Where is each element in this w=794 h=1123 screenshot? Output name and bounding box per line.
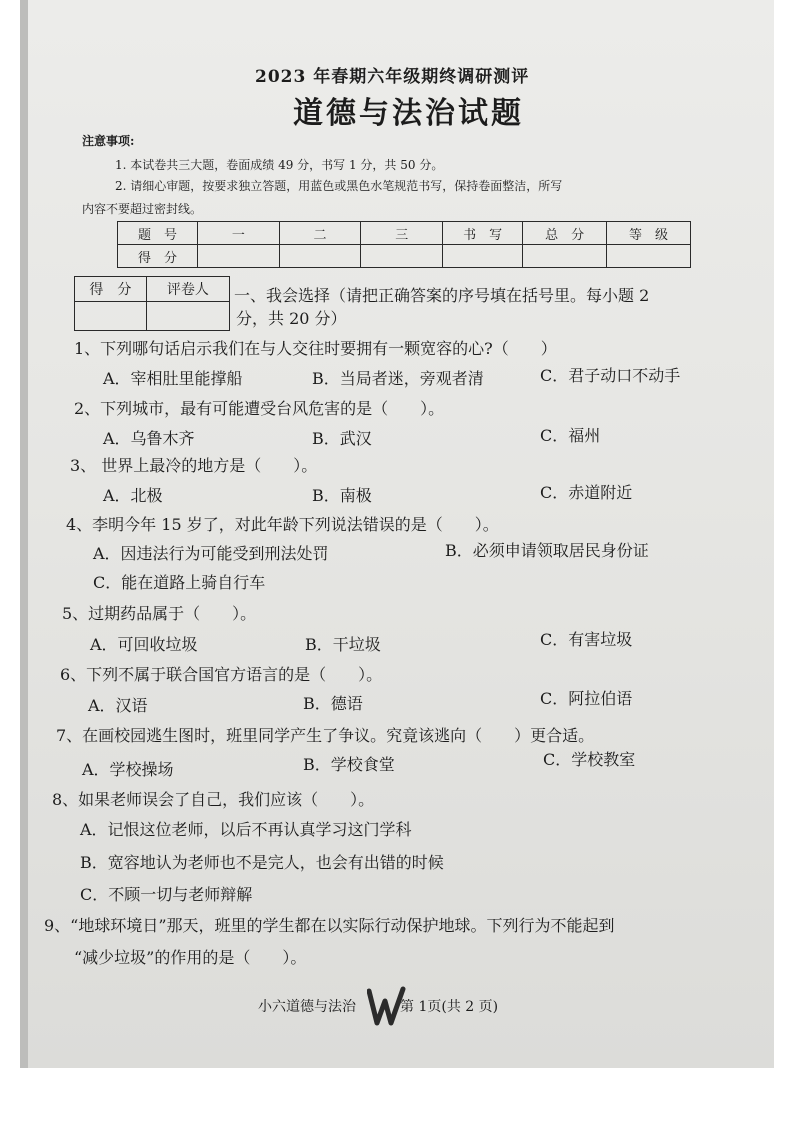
q3-option-c[interactable]: C．赤道附近 xyxy=(540,483,633,502)
score-table-cell: 书 写 xyxy=(443,222,523,245)
question-6: 6、下列不属于联合国官方语言的是（ ）。 xyxy=(60,665,383,684)
score-input-cell[interactable] xyxy=(197,245,279,268)
q8-option-c[interactable]: C．不顾一切与老师辩解 xyxy=(80,885,253,904)
score-table-cell: 三 xyxy=(361,222,443,245)
score-input-cell[interactable] xyxy=(607,245,691,268)
question-9: 9、“地球环境日”那天，班里的学生都在以实际行动保护地球。下列行为不能起到 xyxy=(44,916,615,935)
score-table-cell: 等 级 xyxy=(607,222,691,245)
section-1-heading-cont: 分，共 20 分） xyxy=(236,309,347,328)
grader-name-label: 评卷人 xyxy=(146,277,229,302)
q1-option-b[interactable]: B．当局者迷，旁观者清 xyxy=(312,369,484,388)
exam-title: 2023 年春期六年级期终调研测评 xyxy=(255,67,530,87)
footer-page-number: 第 1页(共 2 页) xyxy=(400,999,499,1015)
q8-option-a[interactable]: A．记恨这位老师，以后不再认真学习这门学科 xyxy=(80,820,412,839)
q2-option-b[interactable]: B．武汉 xyxy=(312,429,372,448)
question-9-cont: “减少垃圾”的作用的是（ ）。 xyxy=(74,948,307,967)
q3-option-a[interactable]: A．北极 xyxy=(103,486,163,505)
question-3: 3、 世界上最冷的地方是（ ）。 xyxy=(70,456,318,475)
section-1-heading: 一、我会选择（请把正确答案的序号填在括号里。每小题 2 xyxy=(234,286,650,305)
subject-title: 道德与法治试题 xyxy=(293,96,524,131)
question-4: 4、李明今年 15 岁了，对此年龄下列说法错误的是（ ）。 xyxy=(66,515,499,534)
score-table-cell: 题 号 xyxy=(118,222,198,245)
footer-subject: 小六道德与法治 xyxy=(258,999,356,1015)
q7-option-a[interactable]: A．学校操场 xyxy=(82,760,174,779)
q6-option-b[interactable]: B．德语 xyxy=(303,694,363,713)
notice-line-2b: 内容不要超过密封线。 xyxy=(82,202,203,216)
q6-option-c[interactable]: C．阿拉伯语 xyxy=(540,689,633,708)
q7-option-c[interactable]: C．学校教室 xyxy=(543,750,636,769)
score-table xyxy=(117,221,691,268)
question-8: 8、如果老师误会了自己，我们应该（ ）。 xyxy=(52,790,375,809)
notice-line-1: 1. 本试卷共三大题，卷面成绩 49 分，书写 1 分，共 50 分。 xyxy=(115,158,444,172)
q1-option-a[interactable]: A．宰相肚里能撑船 xyxy=(103,369,243,388)
q4-option-c[interactable]: C．能在道路上骑自行车 xyxy=(93,573,266,592)
q6-option-a[interactable]: A．汉语 xyxy=(88,696,148,715)
q3-option-b[interactable]: B．南极 xyxy=(312,486,372,505)
q8-option-b[interactable]: B．宽容地认为老师也不是完人，也会有出错的时候 xyxy=(80,853,444,872)
question-7: 7、在画校园逃生图时，班里同学产生了争议。究竟该逃向（ ）更合适。 xyxy=(56,726,595,745)
question-5: 5、过期药品属于（ ）。 xyxy=(62,604,257,623)
score-input-cell[interactable] xyxy=(523,245,607,268)
q2-option-c[interactable]: C．福州 xyxy=(540,426,601,445)
notice-heading: 注意事项: xyxy=(82,134,135,148)
q5-option-a[interactable]: A．可回收垃圾 xyxy=(90,635,198,654)
score-table-cell: 一 xyxy=(197,222,279,245)
grader-name-cell[interactable] xyxy=(146,302,229,331)
score-table-cell: 总 分 xyxy=(523,222,607,245)
w-logo-watermark-icon xyxy=(367,985,407,1027)
score-input-cell[interactable] xyxy=(361,245,443,268)
q2-option-a[interactable]: A．乌鲁木齐 xyxy=(103,429,195,448)
question-2: 2、下列城市，最有可能遭受台风危害的是（ ）。 xyxy=(74,399,445,418)
q4-option-b[interactable]: B．必须申请领取居民身份证 xyxy=(445,541,649,560)
score-input-cell[interactable] xyxy=(279,245,361,268)
score-table-score-row xyxy=(118,245,691,268)
score-row-label: 得 分 xyxy=(118,245,198,268)
grader-box xyxy=(74,276,230,331)
q4-option-a[interactable]: A．因违法行为可能受到刑法处罚 xyxy=(93,544,329,563)
question-1: 1、下列哪句话启示我们在与人交往时要拥有一颗宽容的心?（ ） xyxy=(74,339,557,358)
score-table-header-row xyxy=(118,222,691,245)
score-table-cell: 二 xyxy=(279,222,361,245)
q5-option-c[interactable]: C．有害垃圾 xyxy=(540,630,633,649)
notice-line-2a: 2. 请细心审题，按要求独立答题，用蓝色或黑色水笔规范书写，保持卷面整洁，所写 xyxy=(115,179,563,193)
q5-option-b[interactable]: B．干垃圾 xyxy=(305,635,381,654)
grader-score-label: 得 分 xyxy=(75,277,147,302)
page-edge-shadow xyxy=(20,0,28,1068)
grader-score-cell[interactable] xyxy=(75,302,147,331)
score-input-cell[interactable] xyxy=(443,245,523,268)
q1-option-c[interactable]: C．君子动口不动手 xyxy=(540,366,681,385)
q7-option-b[interactable]: B．学校食堂 xyxy=(303,755,395,774)
